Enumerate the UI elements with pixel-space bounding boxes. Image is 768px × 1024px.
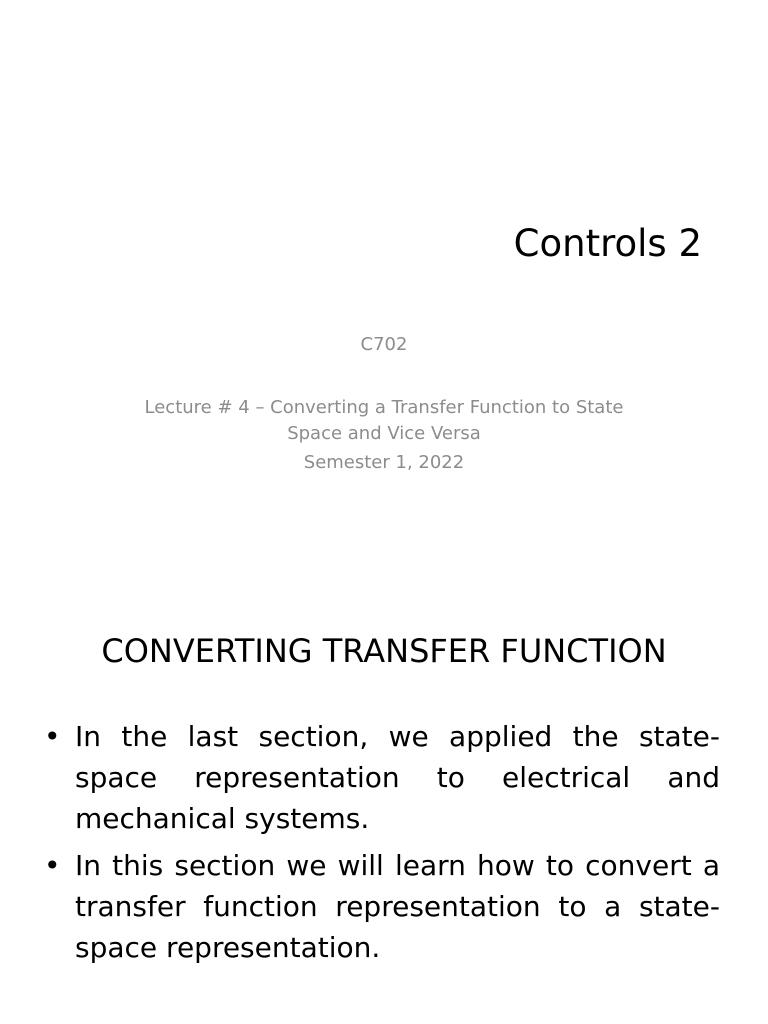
bullet-dot-icon: • [44,849,61,882]
course-code: C702 [360,334,408,355]
bullet-dot-icon: • [44,720,61,753]
bullet-text: In this section we will learn how to convert a transfer function representation to a state-space representation. [75,849,720,964]
bullet-list [44,716,720,974]
bullet-item [44,716,720,839]
lecture-title: Lecture # 4 – Converting a Transfer Function to State Space and Vice Versa [144,397,624,444]
section-title: CONVERTING TRANSFER FUNCTION [101,632,667,670]
bullet-item [44,845,720,968]
content-slide [0,576,768,1024]
slide-title: Controls 2 [513,222,702,265]
slide-subtitle [140,333,628,475]
bullet-text: In the last section, we applied the state-space representation to electrical and mechanical systems. [75,720,720,835]
semester-label: Semester 1, 2022 [303,452,465,473]
